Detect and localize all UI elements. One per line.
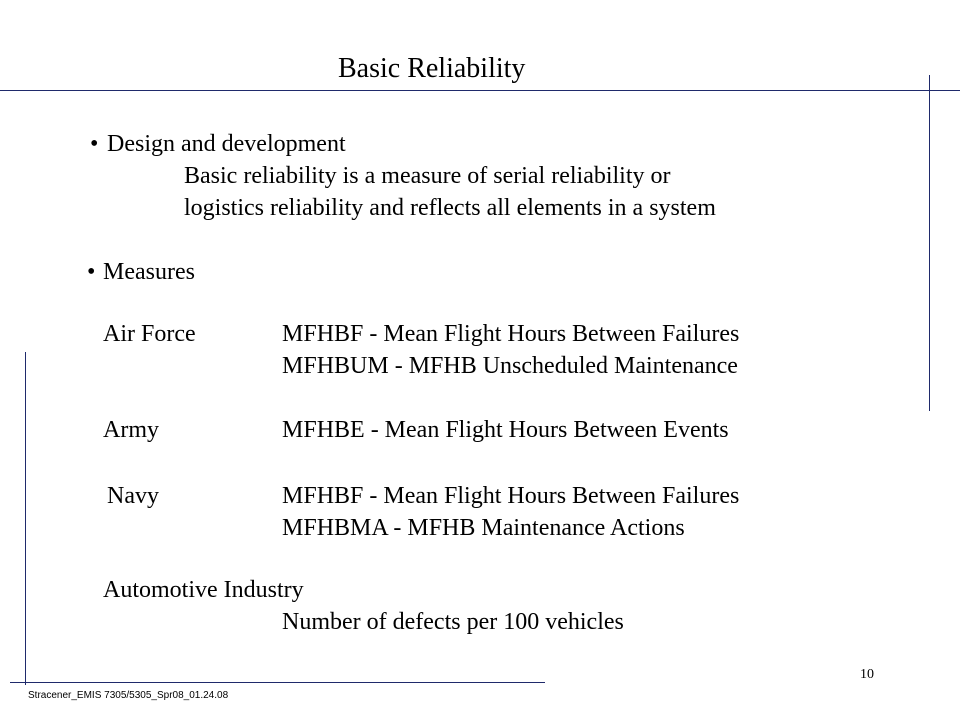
page-number: 10 bbox=[860, 667, 874, 682]
design-description-line-1: Basic reliability is a measure of serial reliability or bbox=[184, 163, 671, 189]
left-vertical-rule bbox=[25, 352, 26, 685]
org-army: Army bbox=[103, 417, 159, 443]
heading-measures: Measures bbox=[103, 259, 195, 285]
org-automotive-industry: Automotive Industry bbox=[103, 577, 304, 603]
right-vertical-rule bbox=[929, 75, 930, 411]
org-navy: Navy bbox=[107, 483, 159, 509]
bottom-rule bbox=[10, 682, 545, 683]
top-rule bbox=[0, 90, 960, 91]
measure-air-force-2: MFHBUM - MFHB Unscheduled Maintenance bbox=[282, 353, 738, 379]
measure-navy-1: MFHBF - Mean Flight Hours Between Failures bbox=[282, 483, 740, 509]
measure-navy-2: MFHBMA - MFHB Maintenance Actions bbox=[282, 515, 685, 541]
footer-text: Stracener_EMIS 7305/5305_Spr08_01.24.08 bbox=[28, 690, 229, 701]
bullet-measures: • bbox=[87, 259, 96, 285]
measure-army-1: MFHBE - Mean Flight Hours Between Events bbox=[282, 417, 729, 443]
org-air-force: Air Force bbox=[103, 321, 196, 347]
design-description-line-2: logistics reliability and reflects all elements in a system bbox=[184, 195, 716, 221]
slide-title: Basic Reliability bbox=[338, 53, 526, 84]
bullet-design: • bbox=[90, 131, 99, 157]
measure-automotive-1: Number of defects per 100 vehicles bbox=[282, 609, 624, 635]
heading-design-development: Design and development bbox=[107, 131, 346, 157]
measure-air-force-1: MFHBF - Mean Flight Hours Between Failures bbox=[282, 321, 740, 347]
